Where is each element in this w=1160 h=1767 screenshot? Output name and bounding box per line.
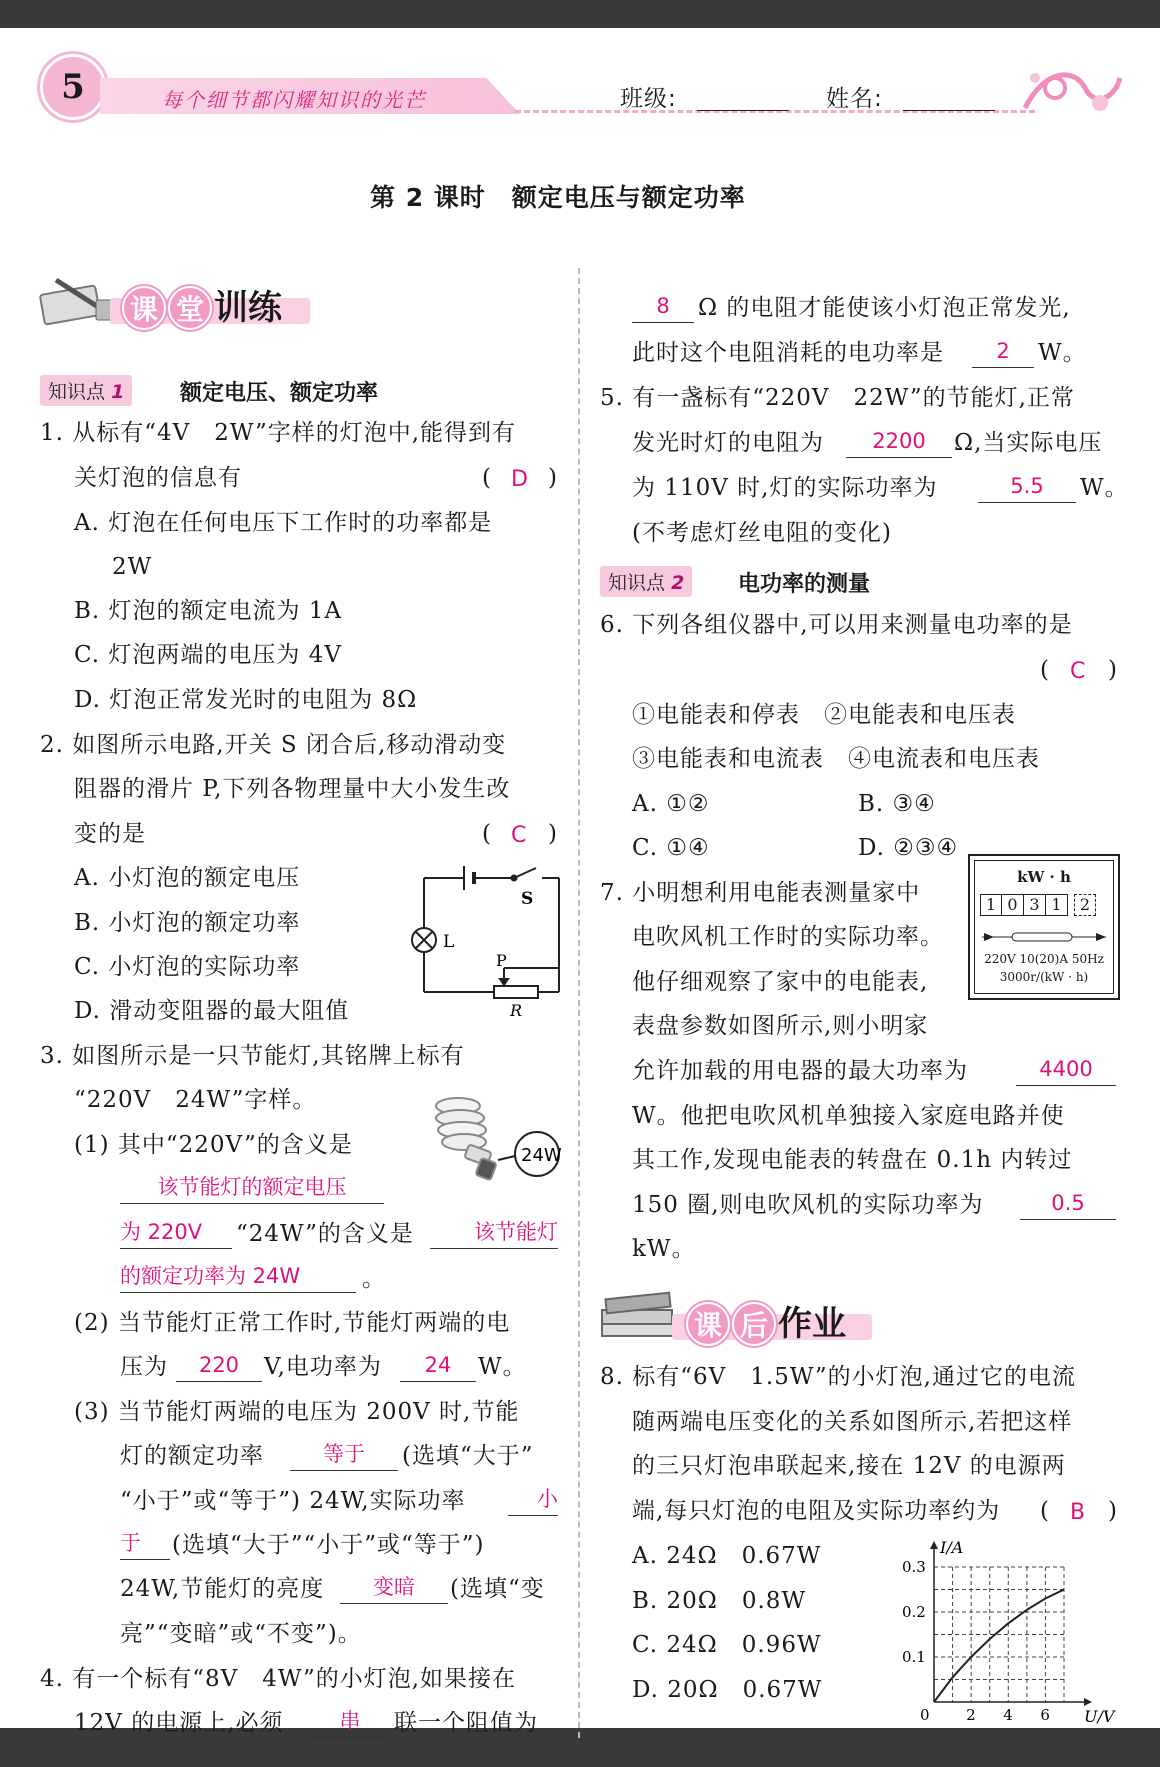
text-line: 灯的额定功率 xyxy=(120,1443,264,1469)
text-line: 亮”“变暗”或“不变”)。 xyxy=(120,1621,362,1647)
answer-paren: ( xyxy=(1040,1498,1050,1524)
circuit-diagram xyxy=(404,858,574,1018)
answer-paren: ( xyxy=(482,821,492,847)
iv-curve-line xyxy=(934,1590,1064,1703)
option-line: D. ②③④ xyxy=(858,835,959,861)
x-axis-arrow xyxy=(1084,1698,1092,1706)
option-line: B. 灯泡的额定电流为 1A xyxy=(74,598,343,624)
text-line: W。 xyxy=(1080,475,1129,501)
notebook-pen-icon xyxy=(36,272,116,328)
text-line: “220V 24W”字样。 xyxy=(74,1087,317,1113)
option-line: 2W xyxy=(112,554,153,580)
option-line: C. ①④ xyxy=(632,835,710,861)
answer-q7b: 0.5 xyxy=(1020,1190,1116,1220)
name-label: 姓名: xyxy=(826,86,883,112)
text-line: 其工作,发现电能表的转盘在 0.1h 内转过 xyxy=(632,1147,1073,1173)
meter-digit: 1 xyxy=(980,894,1002,916)
option-line: D. 灯泡正常发光时的电阻为 8Ω xyxy=(74,687,418,713)
text-line: 压为 xyxy=(120,1354,168,1380)
switch-label: S xyxy=(521,889,534,909)
tag-number: 1 xyxy=(111,381,125,403)
meter-digit-decimal: 2 xyxy=(1074,894,1096,916)
page-number-circle xyxy=(40,54,106,120)
option-line: ③电能表和电流表 ④电流表和电压表 xyxy=(632,746,1040,772)
answer-q3-1b: 为 220V xyxy=(120,1219,232,1249)
option-line: C. 小灯泡的实际功率 xyxy=(74,954,301,980)
answer-q5b: 5.5 xyxy=(978,473,1076,503)
answer-paren: ) xyxy=(1108,1498,1118,1524)
text-line: Ω,当实际电压 xyxy=(954,430,1103,456)
page-number: 5 xyxy=(61,67,85,107)
x-axis-label: U/V xyxy=(1084,1707,1115,1726)
option-line: A. 小灯泡的额定电压 xyxy=(74,865,301,891)
x-tick-label: 0 xyxy=(920,1706,930,1724)
text-line: (3) 当节能灯两端的电压为 200V 时,节能 xyxy=(74,1399,520,1425)
answer-q2: C xyxy=(511,823,527,848)
lesson-title: 第 2 课时 额定电压与额定功率 xyxy=(370,183,746,212)
answer-q4b: 8 xyxy=(632,293,694,323)
text-line: (不考虑灯丝电阻的变化) xyxy=(632,520,892,546)
x-tick-label: 2 xyxy=(966,1706,976,1724)
section-title-classroom xyxy=(122,280,282,330)
text-line: (选填“变 xyxy=(450,1576,545,1602)
answer-q3-1c: 该节能灯 xyxy=(430,1219,558,1249)
y-tick-label: 0.3 xyxy=(902,1558,926,1576)
answer-q1: D xyxy=(511,467,528,492)
text-line: 4. 有一个标有“8V 4W”的小灯泡,如果接在 xyxy=(40,1666,517,1692)
slogan: 每个细节都闪耀知识的光芒 xyxy=(162,88,426,112)
text-line: 电吹风机工作时的实际功率。 xyxy=(632,924,944,950)
section2-bubble-2: 后 xyxy=(732,1302,776,1346)
text-line: 的三只灯泡串联起来,接在 12V 的电源两 xyxy=(632,1453,1066,1479)
period: 。 xyxy=(362,1266,386,1292)
text-line: 为 110V 时,灯的实际功率为 xyxy=(632,475,938,501)
resistor-label: R xyxy=(510,1001,523,1018)
text-line: 12V 的电源上,必须 xyxy=(74,1710,284,1736)
meter-spec-2: 3000r/(kW · h) xyxy=(999,970,1089,984)
answer-q3-1d: 的额定功率为 24W xyxy=(120,1263,356,1293)
text-line: 150 圈,则电吹风机的实际功率为 xyxy=(632,1192,984,1218)
y-axis-arrow xyxy=(930,1541,938,1549)
text-line: W。 xyxy=(1038,340,1087,366)
text-line: 联一个阻值为 xyxy=(394,1710,538,1736)
text-line: 8. 标有“6V 1.5W”的小灯泡,通过它的电流 xyxy=(600,1364,1076,1390)
option-line: A. 24Ω 0.67W xyxy=(632,1543,822,1569)
meter-digit: 1 xyxy=(1046,894,1068,916)
answer-paren: ) xyxy=(1108,657,1118,683)
column-divider xyxy=(578,268,580,1738)
text-line: W。 xyxy=(478,1354,527,1380)
text-line: 表盘参数如图所示,则小明家 xyxy=(632,1013,929,1039)
section-bubble-1: 课 xyxy=(122,286,166,330)
tag-text-2: 知识点 xyxy=(608,572,666,594)
energy-saving-bulb-image xyxy=(420,1088,565,1188)
section2-bubble-1: 课 xyxy=(686,1302,730,1346)
slider-label: P xyxy=(496,951,507,970)
text-line: “24W”的含义是 xyxy=(236,1221,414,1247)
text-line: 他仔细观察了家中的电能表, xyxy=(632,969,929,995)
option-line: B. 20Ω 0.8W xyxy=(632,1588,807,1614)
meter-digits xyxy=(980,894,1096,916)
option-line: A. 灯泡在任何电压下工作时的功率都是 xyxy=(74,510,493,536)
answer-q3-3b-cont: 于 xyxy=(120,1530,170,1560)
text-line: 2. 如图所示电路,开关 S 闭合后,移动滑动变 xyxy=(40,732,507,758)
answer-paren: ) xyxy=(548,821,558,847)
text-line: “小于”或“等于”) 24W,实际功率 xyxy=(120,1488,466,1514)
text-line: 6. 下列各组仪器中,可以用来测量电功率的是 xyxy=(600,612,1073,638)
answer-q4c: 2 xyxy=(972,338,1034,368)
option-line: C. 灯泡两端的电压为 4V xyxy=(74,642,342,668)
meter-disc-icon xyxy=(982,930,1106,944)
text-line: V,电功率为 xyxy=(264,1354,382,1380)
text-line: 随两端电压变化的关系如图所示,若把这样 xyxy=(632,1409,1073,1435)
section-title-rest: 训练 xyxy=(214,288,282,328)
worksheet-page xyxy=(0,28,1160,1736)
text-line: 允许加载的用电器的最大功率为 xyxy=(632,1058,968,1084)
knowledge-point-tag xyxy=(40,375,132,406)
section2-title-rest: 作业 xyxy=(778,1304,846,1344)
answer-q6: C xyxy=(1070,659,1086,684)
text-line: 此时这个电阻消耗的电功率是 xyxy=(632,340,944,366)
text-line: 1. 从标有“4V 2W”字样的灯泡中,能得到有 xyxy=(40,420,517,446)
answer-q3-3b: 小 xyxy=(508,1486,558,1516)
text-line: kW。 xyxy=(632,1236,696,1262)
text-line: 关灯泡的信息有 xyxy=(74,465,242,491)
electric-meter xyxy=(968,854,1120,1000)
text-line: 端,每只灯泡的电阻及实际功率约为 xyxy=(632,1498,1001,1524)
text-line: W。他把电吹风机单独接入家庭电路并使 xyxy=(632,1103,1065,1129)
text-line: (2) 当节能灯正常工作时,节能灯两端的电 xyxy=(74,1310,511,1336)
option-line: B. ③④ xyxy=(858,791,936,817)
knowledge-point-tag-2 xyxy=(600,566,692,597)
lamp-label: L xyxy=(443,932,455,952)
y-tick-label: 0.1 xyxy=(902,1648,926,1666)
answer-paren: ) xyxy=(548,465,558,491)
knowledge-point-title-2: 电功率的测量 xyxy=(738,572,871,597)
text-line: 变的是 xyxy=(74,821,146,847)
answer-paren: ( xyxy=(482,465,492,491)
option-line: ①电能表和停表 ②电能表和电压表 xyxy=(632,702,1016,728)
answer-q5a: 2200 xyxy=(846,428,952,458)
y-axis-label: I/A xyxy=(940,1538,964,1557)
answer-q8: B xyxy=(1070,1500,1086,1525)
x-tick-label: 4 xyxy=(1003,1706,1013,1724)
answer-q3-2b: 24 xyxy=(400,1352,476,1382)
text-line: (1) 其中“220V”的含义是 xyxy=(74,1132,353,1158)
x-tick-label: 6 xyxy=(1040,1706,1050,1724)
name-field[interactable] xyxy=(903,110,995,111)
section-title-homework xyxy=(686,1296,846,1346)
option-line: D. 20Ω 0.67W xyxy=(632,1677,823,1703)
tag-text: 知识点 xyxy=(48,381,106,403)
meter-digit: 3 xyxy=(1024,894,1046,916)
answer-q4a: 串 xyxy=(310,1708,390,1738)
option-line: B. 小灯泡的额定功率 xyxy=(74,910,301,936)
option-line: A. ①② xyxy=(632,791,710,817)
section-bubble-2: 堂 xyxy=(168,286,212,330)
option-line: C. 24Ω 0.96W xyxy=(632,1632,822,1658)
text-line: 7. 小明想利用电能表测量家中 xyxy=(600,880,921,906)
class-field[interactable] xyxy=(697,110,789,111)
text-line: 3. 如图所示是一只节能灯,其铭牌上标有 xyxy=(40,1043,465,1069)
answer-q7a: 4400 xyxy=(1016,1056,1116,1086)
text-line: 阻器的滑片 P,下列各物理量中大小发生改 xyxy=(74,776,511,802)
answer-q3-3a: 等于 xyxy=(290,1441,398,1471)
answer-q3-1a: 该节能灯的额定电压 xyxy=(120,1174,384,1204)
meter-spec-1: 220V 10(20)A 50Hz xyxy=(984,952,1104,966)
knowledge-point-title: 额定电压、额定功率 xyxy=(180,381,379,406)
flower-ornament-icon xyxy=(1015,58,1125,128)
text-line: 发光时灯的电阻为 xyxy=(632,430,824,456)
bulb-rating-label: 24W xyxy=(521,1145,562,1166)
option-line: D. 滑动变阻器的最大阻值 xyxy=(74,998,350,1024)
text-line: 5. 有一盏标有“220V 22W”的节能灯,正常 xyxy=(600,385,1075,411)
answer-q3-2a: 220 xyxy=(176,1352,262,1382)
text-line: Ω 的电阻才能使该小灯泡正常发光, xyxy=(698,295,1071,321)
tag-number-2: 2 xyxy=(671,572,685,594)
books-icon xyxy=(598,1280,682,1340)
answer-q3-3c: 变暗 xyxy=(340,1574,448,1604)
iv-curve-chart xyxy=(890,1538,1130,1728)
meter-digit: 0 xyxy=(1002,894,1024,916)
class-label: 班级: xyxy=(620,86,677,112)
meter-unit: kW · h xyxy=(1017,868,1071,886)
answer-paren: ( xyxy=(1040,657,1050,683)
text-line: (选填“大于” xyxy=(402,1443,534,1469)
text-line: (选填“大于”“小于”或“等于”) xyxy=(172,1532,485,1558)
y-tick-label: 0.2 xyxy=(902,1603,926,1621)
text-line: 24W,节能灯的亮度 xyxy=(120,1576,325,1602)
